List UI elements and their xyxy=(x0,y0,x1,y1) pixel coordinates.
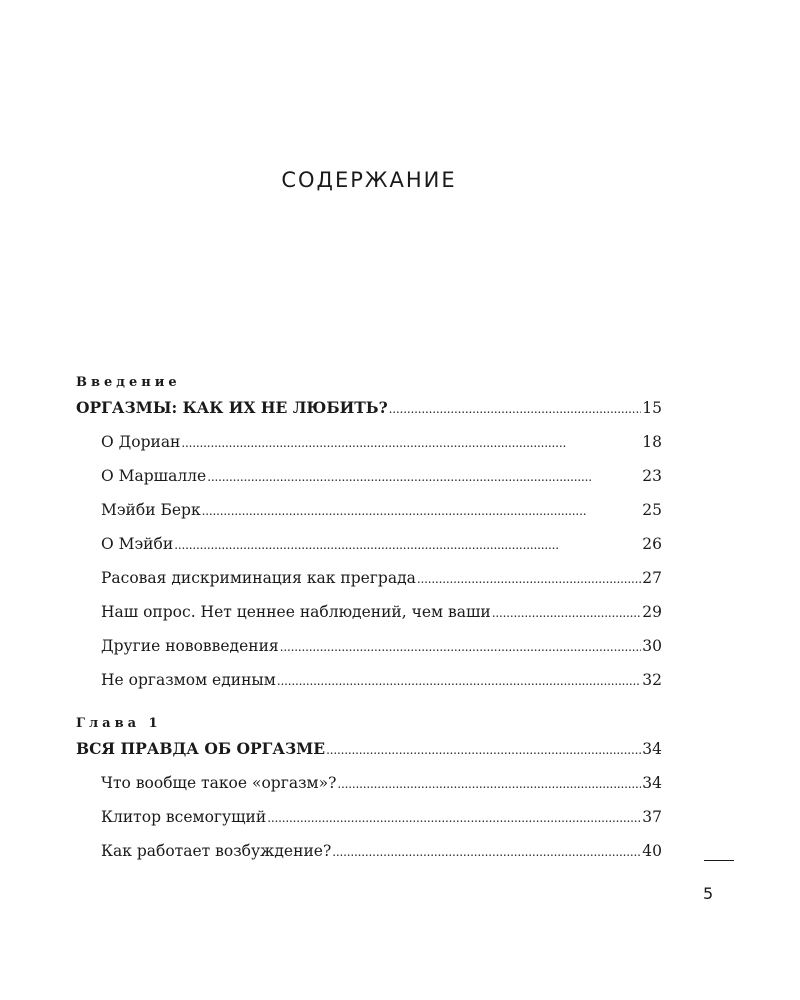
entry-page: 25 xyxy=(642,501,662,519)
entry-page: 26 xyxy=(642,535,662,553)
section-label: Введение xyxy=(76,375,181,390)
toc-entry xyxy=(76,595,662,629)
dot-leader xyxy=(277,663,641,698)
entry-title: Как работает возбуждение? xyxy=(101,842,332,860)
dot-leader xyxy=(332,834,641,869)
entry-page: 23 xyxy=(642,467,662,485)
entry-page: 34 xyxy=(642,740,662,758)
entry-title: О Маршалле xyxy=(101,467,207,485)
section-label: Глава 1 xyxy=(76,716,162,731)
dot-leader xyxy=(181,425,641,460)
entry-page: 32 xyxy=(642,671,662,689)
toc-entry xyxy=(76,527,662,561)
dot-leader xyxy=(389,391,642,426)
entry-page: 18 xyxy=(642,433,662,451)
entry-title: Мэйби Берк xyxy=(101,501,201,519)
entry-title: Клитор всемогущий xyxy=(101,808,267,826)
folio-rule xyxy=(704,860,734,861)
entry-page: 27 xyxy=(642,569,662,587)
dot-leader xyxy=(492,595,642,630)
entry-page: 15 xyxy=(642,399,662,417)
toc-section-intro xyxy=(76,373,662,697)
table-of-contents xyxy=(76,373,662,868)
entry-title: Не оргазмом единым xyxy=(101,671,276,689)
dot-leader xyxy=(417,561,641,596)
entry-title: О Мэйби xyxy=(101,535,174,553)
toc-entry xyxy=(76,561,662,595)
toc-entry xyxy=(76,834,662,868)
dot-leader xyxy=(267,800,641,835)
dot-leader xyxy=(202,493,642,528)
dot-leader xyxy=(337,766,641,801)
toc-entry xyxy=(76,425,662,459)
entry-page: 37 xyxy=(642,808,662,826)
dot-leader xyxy=(174,527,641,562)
toc-entry xyxy=(76,459,662,493)
toc-section-chapter-1 xyxy=(76,714,662,868)
section-heading xyxy=(76,391,662,425)
page-number: 5 xyxy=(703,884,714,903)
entry-page: 34 xyxy=(642,774,662,792)
entry-title: ВСЯ ПРАВДА ОБ ОРГАЗМЕ xyxy=(76,739,326,758)
entry-page: 29 xyxy=(642,603,662,621)
entry-title: ОРГАЗМЫ: КАК ИХ НЕ ЛЮБИТЬ? xyxy=(76,398,388,417)
toc-entry xyxy=(76,493,662,527)
dot-leader xyxy=(280,629,642,664)
entry-title: Другие нововведения xyxy=(101,637,279,655)
entry-title: Наш опрос. Нет ценнее наблюдений, чем ваши xyxy=(101,603,491,621)
entry-page: 30 xyxy=(642,637,662,655)
toc-entry xyxy=(76,766,662,800)
toc-entry xyxy=(76,663,662,697)
section-heading xyxy=(76,732,662,766)
dot-leader xyxy=(207,459,641,494)
dot-leader xyxy=(326,732,641,767)
entry-page: 40 xyxy=(642,842,662,860)
toc-entry xyxy=(76,629,662,663)
page-title: СОДЕРЖАНИЕ xyxy=(281,168,457,192)
entry-title: Расовая дискриминация как преграда xyxy=(101,569,416,587)
toc-entry xyxy=(76,800,662,834)
entry-title: Что вообще такое «оргазм»? xyxy=(101,774,337,792)
entry-title: О Дориан xyxy=(101,433,181,451)
